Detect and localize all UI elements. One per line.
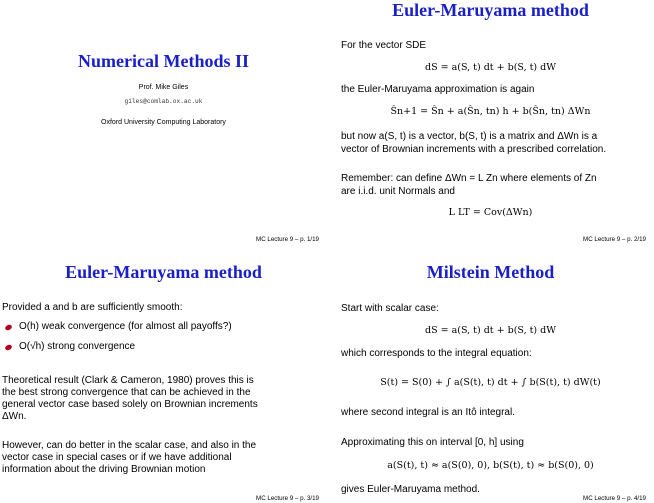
text-line: but now a(S, t) is a vector, b(S, t) is a matrix and ΔWn is a	[341, 131, 598, 142]
sde-equation: dS = a(S, t) dt + b(S, t) dW	[425, 325, 556, 336]
author: Prof. Mike Giles	[138, 84, 189, 91]
para-line: Theoretical result (Clark & Cameron, 1980) proves this is	[2, 375, 254, 386]
para-line: vector case in special cases or if we have additional	[2, 452, 232, 463]
text-line: which corresponds to the integral equation:	[341, 348, 532, 359]
text-line: where second integral is an Itô integral.	[341, 407, 515, 418]
slide-title: Numerical Methods II	[78, 51, 249, 71]
text-line: Remember: can define ΔWn = L Zn where elements of Zn	[341, 173, 597, 184]
bullet-text: O(√h) strong convergence	[19, 341, 136, 352]
bullet-icon	[4, 344, 12, 351]
integral-equation: S(t) = S(0) + ∫ a(S(t), t) dt + ∫ b(S(t), t) dW(t)	[380, 377, 601, 388]
sde-equation: dS = a(S, t) dt + b(S, t) dW	[425, 62, 556, 73]
slide-2	[327, 0, 654, 251]
text-line: the Euler-Maruyama approximation is again	[341, 84, 535, 95]
para-line: However, can do better in the scalar case, and also in the	[2, 440, 257, 451]
slide-3	[0, 251, 327, 502]
slide-title: Milstein Method	[426, 262, 555, 282]
intro-text: For the vector SDE	[341, 40, 427, 51]
slide-title: Euler-Maruyama method	[392, 0, 589, 20]
slide-title: Euler-Maruyama method	[65, 262, 262, 282]
para-line: ΔWn.	[2, 411, 27, 422]
text-line: gives Euler-Maruyama method.	[341, 484, 480, 495]
intro-text: Start with scalar case:	[341, 303, 439, 314]
text-line: vector of Brownian increments with a prescribed correlation.	[341, 144, 607, 155]
para-line: the best strong convergence that can be achieved in the	[2, 387, 251, 398]
bullet-icon	[4, 324, 12, 331]
text-line: are i.i.d. unit Normals and	[341, 186, 455, 197]
intro-text: Provided a and b are sufficiently smooth:	[2, 302, 183, 313]
para-line: general vector case based solely on Brownian increments	[2, 399, 258, 410]
affiliation: Oxford University Computing Laboratory	[101, 119, 226, 126]
em-equation: Ŝn+1 = Ŝn + a(Ŝn, tn) h + b(Ŝn, tn) ΔWn	[390, 106, 591, 117]
para-line: information about the driving Brownian motion	[2, 464, 206, 475]
email: giles@comlab.ox.ac.uk	[124, 98, 203, 105]
text-line: Approximating this on interval [0, h] using	[341, 437, 524, 448]
slide-footer: MC Lecture 9 – p. 4/19	[583, 495, 646, 502]
slide-footer: MC Lecture 9 – p. 2/19	[583, 236, 646, 243]
bullet-text: O(h) weak convergence (for almost all payoffs?)	[19, 321, 232, 332]
slide-1	[0, 0, 327, 251]
approximation-equation: a(S(t), t) ≈ a(S(0), 0), b(S(t), t) ≈ b(S(0), 0)	[387, 460, 594, 471]
slide-4	[327, 251, 654, 502]
slide-footer: MC Lecture 9 – p. 1/19	[256, 236, 319, 243]
slide-footer: MC Lecture 9 – p. 3/19	[256, 495, 319, 502]
covariance-equation: L LT = Cov(ΔWn)	[448, 207, 533, 218]
